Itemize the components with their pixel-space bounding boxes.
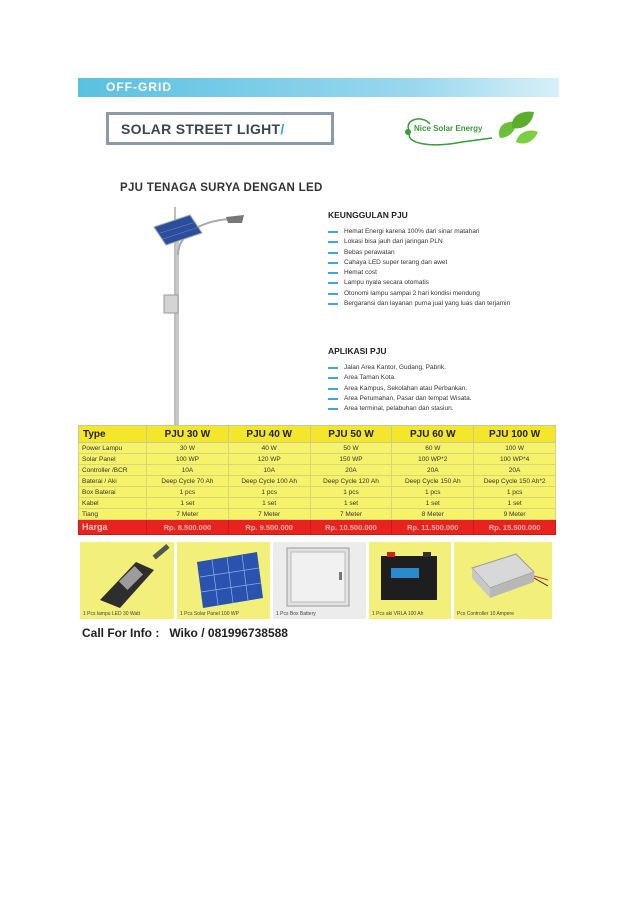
row-label: Kabel [79, 498, 147, 509]
table-cell: 100 WP*4 [474, 454, 556, 465]
table-cell: 1 pcs [228, 487, 310, 498]
table-cell: 30 W [147, 443, 229, 454]
table-cell: 7 Meter [310, 509, 392, 520]
table-cell: 8 Meter [392, 509, 474, 520]
price-cell: Rp. 11.500.000 [392, 520, 474, 535]
spec-table [78, 425, 556, 535]
row-label: Tiang [79, 509, 147, 520]
header-pju-50w: PJU 50 W [310, 426, 392, 443]
table-cell: 1 set [228, 498, 310, 509]
solar-panel-icon [177, 542, 270, 612]
list-item: Bergaransi dan layanan purna jual yang luas dan terjamin [328, 299, 519, 309]
list-item: Cahaya LED super terang dan awet [328, 258, 548, 268]
list-item: Area Taman Kota. [328, 373, 548, 383]
table-cell: 7 Meter [228, 509, 310, 520]
product-caption: 1 Pcs Solar Panel 100 WP [180, 611, 239, 617]
product-caption: 1 Pcs Box Battery [276, 611, 316, 617]
battery-icon [369, 542, 451, 612]
table-cell: 10A [228, 465, 310, 476]
street-light-illustration [150, 205, 260, 425]
title-text: SOLAR STREET LIGHT [121, 121, 281, 137]
header-type: Type [79, 426, 147, 443]
benefits-list [328, 227, 548, 309]
table-cell: 60 W [392, 443, 474, 454]
page-title [121, 121, 285, 137]
brand-name: Nice Solar Energy [414, 124, 483, 133]
list-item: Area Perumahan, Pasar dan tempat Wisata. [328, 394, 548, 404]
subtitle: PJU TENAGA SURYA DENGAN LED [120, 182, 323, 194]
applications-list [328, 363, 548, 414]
header-pju-60w: PJU 60 W [392, 426, 474, 443]
solar-street-light-icon [150, 205, 260, 425]
benefits-title: KEUNGGULAN PJU [328, 210, 408, 220]
table-header-row [79, 426, 556, 443]
row-label: Box Baterai [79, 487, 147, 498]
product-caption: 1 Pcs lampu LED 30 Watt [83, 611, 141, 617]
table-cell: Deep Cycle 100 Ah [228, 476, 310, 487]
table-cell: 120 WP [228, 454, 310, 465]
product-caption: Pcs Controller 10 Ampere [457, 611, 514, 617]
row-label: Controller /BCR [79, 465, 147, 476]
table-cell: 7 Meter [147, 509, 229, 520]
list-item: Bebas perawatan [328, 248, 548, 258]
applications-title: APLIKASI PJU [328, 346, 387, 356]
table-cell: 9 Meter [474, 509, 556, 520]
applications-section [328, 346, 548, 414]
table-row [79, 476, 556, 487]
product-solar-panel [177, 542, 270, 619]
table-cell: 1 set [147, 498, 229, 509]
title-slash: / [280, 121, 285, 137]
table-cell: 1 set [310, 498, 392, 509]
table-cell: 100 W [474, 443, 556, 454]
table-cell: Deep Cycle 150 Ah*2 [474, 476, 556, 487]
table-cell: 50 W [310, 443, 392, 454]
table-cell: 20A [310, 465, 392, 476]
table-row [79, 465, 556, 476]
table-cell: 1 pcs [310, 487, 392, 498]
list-item: Area Kampus, Sekolahan atau Perbankan. [328, 384, 548, 394]
list-item: Lokasi bisa jauh dari jaringan PLN [328, 237, 548, 247]
header-pju-100w: PJU 100 W [474, 426, 556, 443]
led-lamp-icon [80, 542, 174, 612]
table-cell: 1 set [474, 498, 556, 509]
table-cell: 1 pcs [474, 487, 556, 498]
charge-controller-icon [454, 542, 552, 612]
price-cell: Rp. 10.500.000 [310, 520, 392, 535]
benefits-section [328, 210, 548, 309]
header-bar [78, 78, 559, 97]
list-item: Lampu nyala secara otomatis [328, 278, 548, 288]
table-cell: 150 WP [310, 454, 392, 465]
list-item: Jalan Area Kantor, Gudang, Pabrik. [328, 363, 548, 373]
table-cell: Deep Cycle 70 Ah [147, 476, 229, 487]
table-cell: 1 pcs [147, 487, 229, 498]
row-label: Baterai / Aki [79, 476, 147, 487]
row-label: Power Lampu [79, 443, 147, 454]
product-controller [454, 542, 552, 619]
table-cell: 1 pcs [392, 487, 474, 498]
table-cell: Deep Cycle 150 Ah [392, 476, 474, 487]
list-item: Area terminal, pelabuhan dan stasiun. [328, 404, 548, 414]
table-row [79, 487, 556, 498]
list-item: Hemat cost [328, 268, 548, 278]
contact-info: Call For Info : Wiko / 081996738588 [82, 626, 288, 640]
table-cell: 100 WP*2 [392, 454, 474, 465]
price-row [79, 520, 556, 535]
product-battery [369, 542, 451, 619]
table-cell: 100 WP [147, 454, 229, 465]
header-label: OFF-GRID [106, 80, 172, 94]
list-item: Otonomi lampu sampai 2 hari kondisi mendung [328, 289, 548, 299]
table-cell: 40 W [228, 443, 310, 454]
title-box [106, 112, 334, 145]
product-battery-box [273, 542, 366, 619]
header-pju-30w: PJU 30 W [147, 426, 229, 443]
product-caption: 1 Pcs aki VRLA 100 Ah [372, 611, 424, 617]
table-row [79, 509, 556, 520]
table-cell: 1 set [392, 498, 474, 509]
brand-logo [392, 110, 542, 152]
table-row [79, 443, 556, 454]
row-label: Solar Panel [79, 454, 147, 465]
list-item: Hemat Energi karena 100% dari sinar matahari [328, 227, 548, 237]
price-cell: Rp. 8.500.000 [147, 520, 229, 535]
product-led-lamp [80, 542, 174, 619]
table-cell: 20A [392, 465, 474, 476]
price-cell: Rp. 15.500.000 [474, 520, 556, 535]
table-cell: 10A [147, 465, 229, 476]
table-cell: 20A [474, 465, 556, 476]
table-cell: Deep Cycle 120 Ah [310, 476, 392, 487]
price-label: Harga [79, 520, 147, 535]
price-cell: Rp. 9.500.000 [228, 520, 310, 535]
battery-box-icon [273, 542, 366, 612]
table-row [79, 498, 556, 509]
header-pju-40w: PJU 40 W [228, 426, 310, 443]
table-row [79, 454, 556, 465]
